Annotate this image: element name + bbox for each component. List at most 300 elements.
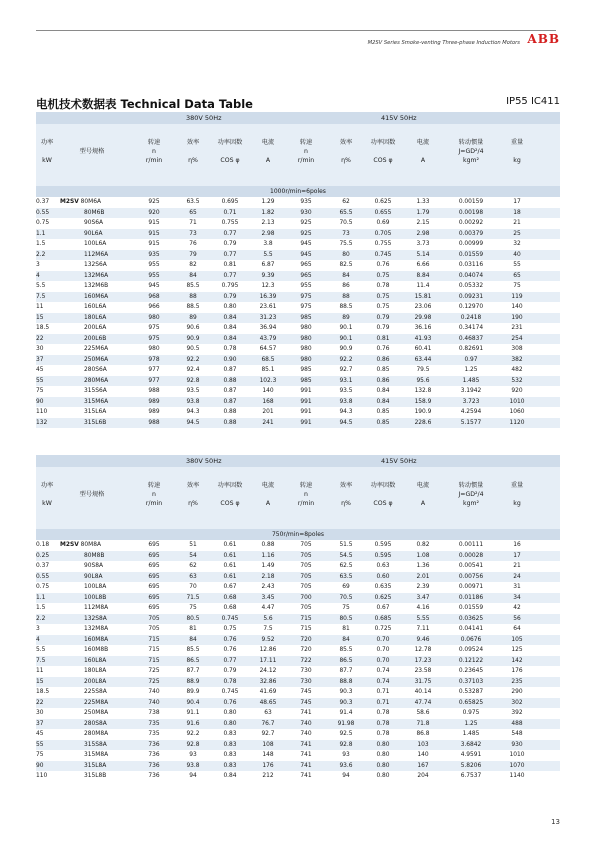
table-cell: 0.00541: [458, 563, 484, 569]
table-cell: 280M6A: [84, 377, 109, 384]
table-cell: 48.65: [259, 699, 277, 706]
table-cell: 989: [148, 409, 160, 415]
protection-class: IP55 IC411: [506, 96, 560, 107]
table-cell: 955: [148, 262, 160, 268]
table-cell: 315S8A: [84, 741, 107, 748]
table-cell: 90.1: [339, 325, 353, 331]
table-cell: 3: [36, 626, 40, 632]
table-cell: 84: [342, 272, 350, 279]
table-cell: 989: [148, 398, 160, 405]
column-header-line: [406, 147, 440, 156]
series-title: M2SV Series Smoke-venting Three-phase Induction Motors: [367, 40, 520, 46]
column-header-3: [178, 138, 208, 165]
table-cell: 11: [36, 304, 44, 310]
table-cell: 3.1942: [460, 388, 482, 394]
table-cell: 100L8B: [84, 594, 107, 601]
table-cell: 82: [189, 262, 197, 268]
table-cell: 975: [148, 335, 160, 342]
column-header-line: 型号规格: [79, 148, 105, 155]
table-cell: 935: [300, 199, 312, 205]
table-cell: 76: [189, 241, 197, 247]
table-cell: 93.5: [339, 388, 353, 394]
table-cell: 90: [36, 398, 44, 405]
table-cell: 915: [148, 241, 160, 247]
table-cell: 980: [148, 314, 160, 321]
table-cell: 2.13: [261, 220, 275, 226]
table-cell: 705: [300, 563, 312, 569]
column-header-line: [406, 490, 440, 499]
table-cell: 705: [300, 552, 312, 559]
table-cell: 0.79: [223, 668, 237, 674]
table-cell: 1010: [509, 398, 525, 405]
table-cell: 0.77: [223, 272, 237, 279]
table-cell: 4: [36, 636, 40, 643]
table-cell: 315L8A: [84, 762, 107, 769]
table-cell: 1010: [509, 752, 525, 758]
table-cell: 250M8A: [84, 710, 109, 716]
table-row: [36, 708, 560, 719]
table-cell: 0.00999: [458, 241, 484, 247]
table-cell: 0.60: [376, 573, 390, 580]
table-cell: 12.3: [261, 283, 275, 289]
table-cell: 71.8: [416, 720, 430, 727]
table-cell: 0.68: [223, 594, 237, 601]
table-row: [36, 645, 560, 656]
table-cell: 0.78: [223, 678, 237, 685]
table-cell: 80M8B: [84, 552, 105, 559]
table-cell: 93.1: [339, 377, 353, 384]
table-cell: 1120: [509, 419, 525, 426]
table-cell: 17: [513, 199, 521, 205]
table-cell: 695: [148, 594, 160, 601]
table-cell: 64.57: [259, 346, 277, 352]
table-cell: 0.76: [223, 699, 237, 706]
table-cell: 0.88: [223, 409, 237, 415]
table-cell: 0.04141: [458, 626, 484, 632]
column-header-line: 电流: [261, 139, 275, 146]
column-header-line: n: [152, 148, 156, 155]
table-cell: 0.00028: [458, 552, 484, 559]
table-cell: 2.39: [416, 584, 430, 590]
table-cell: 0.695: [221, 199, 239, 205]
column-header-10: [446, 138, 496, 165]
table-cell: 5.14: [416, 251, 430, 258]
table-cell: 88: [189, 293, 197, 300]
column-header-line: COS φ: [373, 500, 393, 507]
table-cell: 741: [300, 762, 312, 769]
table-cell: 4.9591: [460, 752, 482, 758]
table-cell: 0.85: [376, 419, 390, 426]
table-cell: 25: [513, 230, 521, 237]
column-header-line: A: [265, 500, 271, 507]
table-cell: 112M8A: [84, 605, 109, 611]
table-cell: 1.16: [261, 552, 275, 559]
table-cell: 705: [300, 584, 312, 590]
table-cell: 280M8A: [84, 731, 109, 737]
table-cell: 0.63: [376, 563, 390, 569]
table-cell: 0.84: [376, 388, 390, 394]
table-cell: 55: [513, 262, 521, 268]
table-cell: 51.5: [339, 542, 353, 548]
table-cell: 15: [36, 678, 44, 685]
column-header-line: 电流: [261, 482, 275, 489]
table-cell: 695: [148, 605, 160, 611]
column-header: [36, 124, 560, 186]
table-row: [36, 239, 560, 250]
column-header-6: [291, 138, 321, 165]
column-header-3: [178, 481, 208, 508]
table-cell: 87.7: [186, 668, 200, 674]
table-cell: 70: [189, 584, 197, 590]
table-cell: 1.485: [462, 377, 480, 384]
table-cell: 2.18: [261, 573, 275, 580]
table-cell: 95.6: [416, 377, 430, 384]
table-cell: 212: [262, 773, 274, 779]
table-cell: 90.5: [186, 346, 200, 352]
column-header-line: kg: [513, 500, 521, 507]
table-cell: 71.5: [186, 594, 200, 601]
column-header-line: r/min: [297, 500, 315, 507]
column-header-0: [36, 138, 58, 165]
table-cell: 63: [264, 710, 272, 716]
table-cell: 0.03116: [458, 262, 484, 268]
table-cell: 90.4: [186, 699, 200, 706]
table-cell: 22: [36, 335, 44, 342]
table-cell: 0.595: [374, 552, 392, 559]
table-cell: 980: [300, 356, 312, 363]
table-cell: 88.9: [186, 678, 200, 685]
table-cell: 17.11: [259, 657, 277, 664]
table-cell: 2.98: [416, 230, 430, 237]
table-cell: 241: [262, 419, 274, 426]
table-row: [36, 302, 560, 313]
table-cell: 740: [300, 731, 312, 737]
table-row: [36, 582, 560, 593]
table-cell: 715: [300, 626, 312, 632]
table-cell: M2SV 80M6A: [60, 199, 101, 205]
table-cell: 978: [148, 356, 160, 363]
table-cell: 0.46837: [458, 335, 484, 342]
table-cell: 0.34174: [458, 325, 484, 331]
table-cell: 945: [300, 241, 312, 247]
table-cell: 0.76: [376, 262, 390, 268]
column-header-line: n: [304, 491, 308, 498]
table-cell: 93: [189, 752, 197, 758]
table-cell: 0.78: [376, 720, 390, 727]
table-cell: 75: [36, 752, 44, 758]
table-cell: 132.8: [414, 388, 432, 394]
table-cell: 94: [189, 773, 197, 779]
table-cell: 0.61: [223, 542, 237, 548]
table-cell: 988: [148, 419, 160, 426]
table-cell: 125: [511, 647, 523, 653]
table-cell: 81: [342, 626, 350, 632]
table-cell: 160L8A: [84, 657, 107, 664]
table-cell: 90.9: [186, 335, 200, 342]
table-row: [36, 197, 560, 208]
table-cell: 0.84: [223, 335, 237, 342]
table-cell: 1.36: [416, 563, 430, 569]
table-cell: 0.87: [223, 388, 237, 394]
column-header-line: 重量: [510, 482, 524, 489]
table-cell: 0.76: [376, 346, 390, 352]
table-cell: 200L6A: [84, 325, 107, 331]
table-cell: 0.595: [374, 542, 392, 548]
table-cell: 1.29: [261, 199, 275, 205]
table-cell: 0.00292: [458, 220, 484, 226]
table-row: [36, 551, 560, 562]
table-cell: 31: [513, 584, 521, 590]
table-cell: 43.79: [259, 335, 277, 342]
table-cell: 741: [300, 773, 312, 779]
table-cell: 29.98: [414, 314, 432, 321]
table-cell: 725: [148, 678, 160, 685]
table-row: [36, 687, 560, 698]
table-cell: 0.88: [223, 419, 237, 426]
table-cell: 24: [513, 573, 521, 580]
column-header-line: [503, 490, 531, 499]
table-cell: 2.2: [36, 251, 46, 258]
table-cell: 0.77: [223, 251, 237, 258]
column-header-line: 功率因数: [217, 482, 243, 489]
table-row: [36, 740, 560, 751]
table-cell: 0.78: [376, 710, 390, 716]
table-cell: 86.5: [186, 657, 200, 664]
table-cell: 735: [148, 731, 160, 737]
table-row: [36, 355, 560, 366]
table-cell: 0.0676: [460, 636, 482, 643]
column-header-line: 效率: [339, 139, 353, 146]
table-row: [36, 635, 560, 646]
column-header-2: [139, 481, 169, 508]
table-cell: 93: [342, 752, 350, 758]
table-cell: 0.80: [376, 762, 390, 769]
table-cell: 90: [36, 762, 44, 769]
table-cell: 0.75: [376, 272, 390, 279]
table-row: [36, 365, 560, 376]
table-cell: 9.46: [416, 636, 430, 643]
table-cell: 0.75: [36, 584, 50, 590]
table-cell: 945: [148, 283, 160, 289]
table-cell: 980: [300, 325, 312, 331]
table-cell: 740: [300, 720, 312, 727]
table-cell: 90L8A: [84, 573, 103, 580]
column-header-6: [291, 481, 321, 508]
table-cell: 62: [189, 563, 197, 569]
table-cell: 720: [300, 636, 312, 643]
table-cell: 18.5: [36, 325, 50, 331]
table-cell: 89: [189, 314, 197, 321]
column-header-line: η%: [341, 157, 351, 164]
table-cell: 0.83: [223, 762, 237, 769]
table-cell: 0.87: [223, 367, 237, 373]
table-cell: 190.9: [414, 409, 432, 415]
table-cell: 0.745: [374, 251, 392, 258]
table-cell: 5.5: [36, 647, 46, 653]
table-cell: 68.5: [261, 356, 275, 363]
table-cell: 75: [513, 283, 521, 289]
table-cell: 93.8: [186, 762, 200, 769]
table-cell: 991: [300, 398, 312, 405]
table-cell: 1.49: [261, 563, 275, 569]
table-cell: 85.1: [261, 367, 275, 373]
table-cell: 0.01559: [458, 251, 484, 258]
table-cell: 93.8: [186, 398, 200, 405]
table-cell: 75.5: [339, 241, 353, 247]
table-cell: 980: [300, 335, 312, 342]
column-header-line: [178, 147, 208, 156]
table-cell: 204: [417, 773, 429, 779]
table-cell: 315M6A: [84, 398, 109, 405]
table-cell: 740: [148, 699, 160, 706]
table-cell: 280S8A: [84, 720, 107, 727]
column-header-line: [213, 490, 247, 499]
table-cell: 21: [513, 220, 521, 226]
table-cell: 18.5: [36, 689, 50, 695]
table-cell: 132M8A: [84, 626, 109, 632]
table-cell: 955: [300, 283, 312, 289]
table-cell: 4.16: [416, 605, 430, 611]
table-row: [36, 271, 560, 282]
table-cell: 925: [300, 220, 312, 226]
table-cell: 695: [148, 552, 160, 559]
table-cell: 920: [511, 388, 523, 394]
table-row: [36, 677, 560, 688]
table-cell: 70.5: [339, 594, 353, 601]
table-cell: 63.5: [186, 199, 200, 205]
voltage-380-label: 380V 50Hz: [186, 114, 222, 122]
page-number: 13: [551, 818, 560, 826]
table-cell: 0.975: [462, 710, 480, 716]
column-header-line: kg: [513, 157, 521, 164]
table-cell: 3.6842: [460, 741, 482, 748]
column-header-9: [406, 138, 440, 165]
table-cell: 0.70: [376, 647, 390, 653]
table-cell: 86.8: [416, 731, 430, 737]
column-header-11: [503, 481, 531, 508]
table-row: [36, 229, 560, 240]
column-header-line: kW: [42, 500, 52, 507]
table-cell: 741: [300, 741, 312, 748]
table-cell: 90.6: [186, 325, 200, 331]
table-cell: 315L6A: [84, 409, 107, 415]
table-cell: 132M6B: [84, 283, 109, 289]
column-header-line: 重量: [510, 139, 524, 146]
table-cell: 0.755: [221, 220, 239, 226]
table-cell: 176: [511, 668, 523, 674]
table-cell: 92.2: [186, 731, 200, 737]
table-cell: 0.80: [223, 720, 237, 727]
table-cell: 0.86: [376, 356, 390, 363]
table-cell: 55: [36, 741, 44, 748]
column-header-line: kW: [42, 157, 52, 164]
column-header-line: A: [420, 157, 426, 164]
table-row: [36, 561, 560, 572]
table-cell: 62: [342, 199, 350, 205]
table-cell: 75: [189, 605, 197, 611]
table-cell: 30: [36, 710, 44, 716]
table-cell: 158.9: [414, 398, 432, 405]
table-cell: 0.23645: [458, 668, 484, 674]
table-row: [36, 624, 560, 635]
table-cell: 945: [300, 251, 312, 258]
table-cell: 0.61: [223, 563, 237, 569]
table-cell: 225M6A: [84, 346, 109, 352]
table-cell: 64: [513, 626, 521, 632]
column-header-line: 功率因数: [370, 139, 396, 146]
table-cell: 7.5: [36, 293, 46, 300]
table-cell: 2.43: [261, 584, 275, 590]
table-cell: 0.635: [374, 584, 392, 590]
table-cell: 0.79: [376, 325, 390, 331]
table-cell: 0.09231: [458, 293, 484, 300]
table-cell: 0.18: [36, 542, 50, 548]
table-cell: 966: [148, 304, 160, 310]
table-cell: 167: [417, 762, 429, 769]
table-cell: 715: [148, 636, 160, 643]
table-cell: 532: [511, 377, 523, 384]
table-cell: 0.37103: [458, 678, 484, 685]
table-cell: 302: [511, 699, 523, 706]
table-cell: 17.23: [414, 657, 432, 664]
column-header-line: 功率因数: [370, 482, 396, 489]
table-cell: M2SV 80M8A: [60, 542, 101, 548]
table-cell: 930: [300, 209, 312, 216]
column-header-line: A: [420, 500, 426, 507]
table-cell: 0.05332: [458, 283, 484, 289]
table-cell: 87.7: [339, 668, 353, 674]
table-cell: 148: [262, 752, 274, 758]
column-header-9: [406, 481, 440, 508]
table-cell: 1.1: [36, 594, 46, 601]
table-cell: 0.00198: [458, 209, 484, 216]
table-cell: 16.39: [259, 293, 277, 300]
table-cell: 228.6: [414, 419, 432, 426]
table-cell: 0.68: [223, 605, 237, 611]
table-cell: 0.61: [223, 552, 237, 559]
table-cell: 0.25: [36, 552, 50, 559]
column-header-line: [213, 147, 247, 156]
table-row: [36, 614, 560, 625]
voltage-header: [36, 455, 560, 467]
table-cell: 0.745: [221, 689, 239, 695]
table-cell: 736: [148, 752, 160, 758]
column-header-10: [446, 481, 496, 508]
column-header-line: [251, 147, 285, 156]
table-cell: 93.8: [339, 398, 353, 405]
table-cell: 100L6A: [84, 241, 107, 247]
column-header-line: [366, 147, 400, 156]
table-cell: 71: [189, 220, 197, 226]
table-cell: 12.78: [414, 647, 432, 653]
table-cell: 925: [300, 230, 312, 237]
table-cell: 0.82691: [458, 346, 484, 352]
table-cell: 315L8B: [84, 773, 107, 779]
table-cell: 0.83: [223, 752, 237, 758]
table-cell: 34: [513, 594, 521, 601]
table-cell: 176: [262, 762, 274, 769]
table-cell: 93.6: [339, 762, 353, 769]
table-cell: 705: [300, 542, 312, 548]
table-cell: 108: [262, 741, 274, 748]
table-cell: 55: [36, 377, 44, 384]
table-cell: 0.80: [376, 752, 390, 758]
table-cell: 0.87: [223, 398, 237, 405]
table-cell: 0.79: [376, 314, 390, 321]
table-cell: 741: [300, 710, 312, 716]
table-cell: 110: [36, 409, 48, 415]
table-cell: 0.705: [374, 230, 392, 237]
